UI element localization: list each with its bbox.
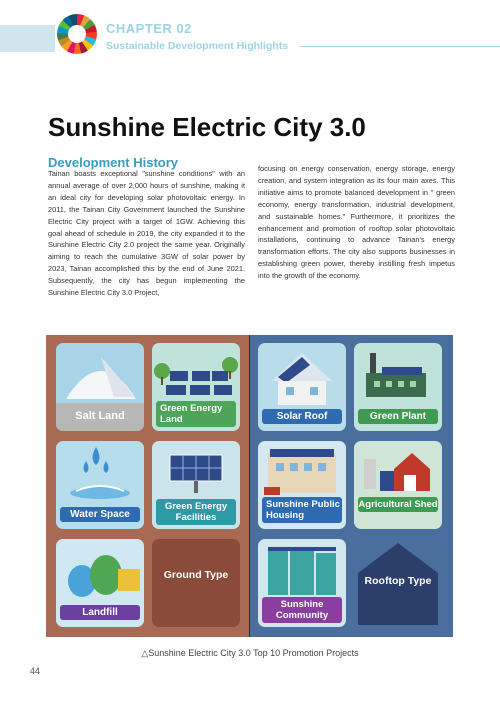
projects-illustration: [46, 335, 453, 637]
chapter-subtitle: Sustainable Development Highlights: [106, 40, 289, 52]
tile-label: Water Space: [60, 507, 140, 522]
body-text-left: Tainan boasts exceptional "sunshine conditions" with an annual average of over 2,000 hours of sunshine, making it an ideal city for developing solar photovoltaic energy. In 2011, the Tainan City Government launched the Sunshine Electric City project with a target of 1GW. Achieving this goal ahead of schedule in 2019, the city expanded it to the Sunshine Electric City 2.0 project the same year. Originally aiming to reach the cumulative 3GW of solar power by 2023, Tainan accomplished this by the end of June 2021. Subsequently, the city has begun implementing the Sunshine Electric City 3.0 Project,: [48, 169, 245, 298]
tile-rooftop-type: [354, 539, 442, 627]
tile-label: Green Plant: [358, 409, 438, 424]
tile-label: Sunshine Community: [262, 597, 342, 623]
sdg-wheel-icon: [57, 14, 97, 54]
tile-sunshine-community: [258, 539, 346, 627]
header-rule: [300, 46, 500, 47]
tile-label: Sunshine Public Housing: [262, 497, 342, 523]
tile-green-energy-land: [152, 343, 240, 431]
tile-agricultural-shed: [354, 441, 442, 529]
tile-green-plant: [354, 343, 442, 431]
tile-ground-type: [152, 539, 240, 627]
tile-label: Green Energy Facilities: [156, 499, 236, 525]
barn-icon: [354, 441, 442, 529]
tile-label: Salt Land: [75, 410, 125, 422]
tile-label: Solar Roof: [262, 409, 342, 424]
tile-solar-roof: [258, 343, 346, 431]
tile-salt-land: [56, 343, 144, 431]
tile-label: Rooftop Type: [364, 575, 432, 587]
tile-water-space: [56, 441, 144, 529]
tile-sunshine-public-housing: [258, 441, 346, 529]
tile-label: Ground Type: [163, 569, 229, 581]
tile-label: Agricultural Shed: [358, 499, 438, 510]
header-band: [0, 25, 55, 52]
tile-label: Landfill: [60, 605, 140, 620]
tile-green-energy-facilities: [152, 441, 240, 529]
tile-label: Green Energy Land: [156, 401, 236, 427]
section-heading: Development History: [48, 155, 179, 170]
chapter-label: CHAPTER 02: [106, 21, 192, 36]
body-text-right: focusing on energy conservation, energy storage, energy creation, and system integration as its four main axes. This initiative aims to promote balanced development in " green economy, energy transformation, industrial development, and sustainable homes." Furthermore, it prioritizes the enhancement and promotion of rooftop solar photovoltaic installations, continuing to advance Tainan's energy transformation efforts. The city also supports businesses in establishing green power, thereby instilling fresh impetus into the growth of the economy.: [258, 164, 455, 281]
page-title: Sunshine Electric City 3.0: [48, 112, 366, 142]
tile-landfill: [56, 539, 144, 627]
page-number: 44: [30, 666, 41, 676]
figure-caption: △Sunshine Electric City 3.0 Top 10 Promotion Projects: [141, 648, 359, 658]
panel-divider: [249, 335, 250, 637]
